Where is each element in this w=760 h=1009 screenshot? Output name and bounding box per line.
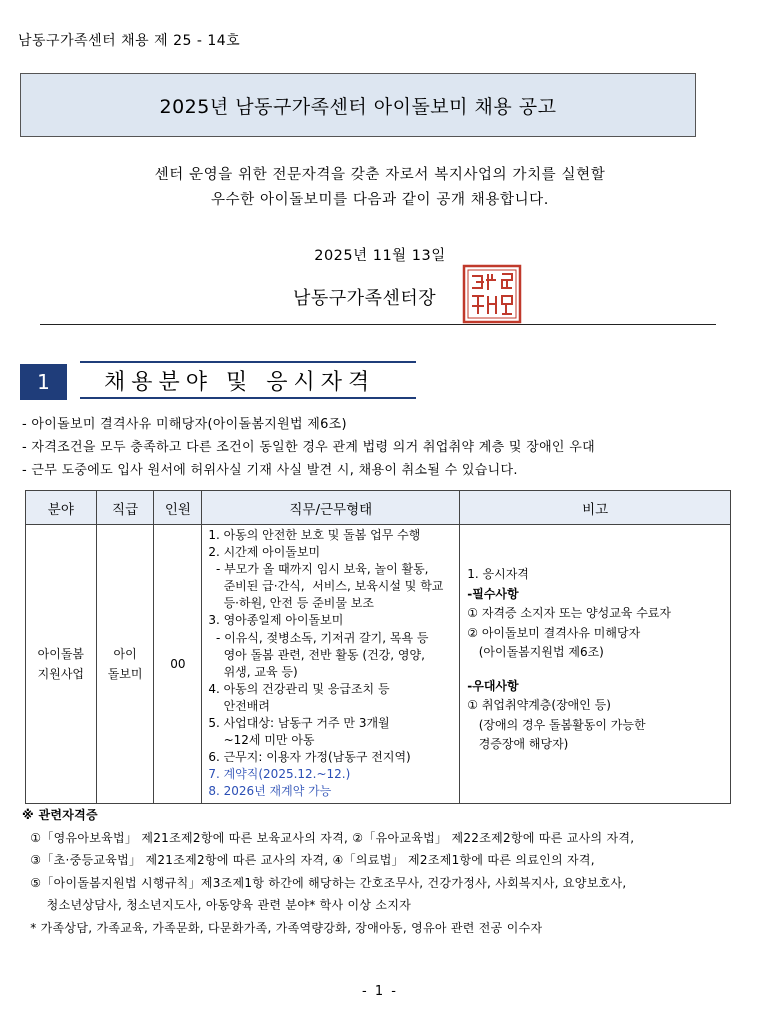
page-number: - 1 -	[362, 984, 398, 999]
signer-name: 남동구가족센터장	[293, 288, 437, 309]
cell-remarks	[460, 525, 731, 804]
duty-line-highlight: 7. 계약직(2025.12.~12.)	[208, 767, 351, 782]
header-field: 분야	[26, 491, 97, 525]
page-title: 2025년 남동구가족센터 아이돌보미 채용 공고	[159, 95, 557, 118]
duty-line: 6. 근무지: 이용자 가정(남동구 전지역)	[208, 750, 411, 765]
cell-rank: 아이 돌보미	[96, 525, 154, 804]
remarks-required-title: -필수사항	[467, 586, 519, 601]
header-remarks: 비고	[460, 491, 731, 525]
header-count: 인원	[154, 491, 202, 525]
header-duties: 직무/근무형태	[202, 491, 460, 525]
section-number-badge: 1	[20, 364, 67, 400]
duty-line: 등·하원, 안전 등 준비물 보조	[208, 596, 374, 611]
cell-count: 00	[154, 525, 202, 804]
notes-line: ①「영유아보육법」 제21조제2항에 따른 보육교사의 자격, ②「유아교육법」 제22조제2항에 따른 교사의 자격,	[22, 830, 635, 845]
official-seal	[462, 264, 522, 324]
notes-title: ※ 관련자격증	[22, 808, 98, 822]
duty-line: 4. 아동의 건강관리 및 응급조치 등	[208, 681, 390, 696]
intro-line-2: 우수한 아이돌보미를 다음과 같이 공개 채용합니다.	[211, 192, 549, 208]
bullet-item: - 아이돌보미 결격사유 미해당자(아이돌봄지원법 제6조)	[22, 417, 347, 432]
remarks-preferred-title: -우대사항	[467, 678, 519, 693]
remarks-required-item: ① 자격증 소지자 또는 양성교육 수료자	[467, 606, 671, 620]
remarks-required-item: (아이돌봄지원법 제6조)	[467, 645, 604, 659]
notes-line: * 가족상담, 가족교육, 가족문화, 다문화가족, 가족역량강화, 장애아동, 영유아 관련 전공 이수자	[22, 920, 543, 935]
duty-line: 1. 아동의 안전한 보호 및 돌봄 업무 수행	[208, 528, 421, 542]
remarks-preferred-item: (장애의 경우 돌봄활동이 가능한	[467, 717, 646, 732]
duty-line: - 부모가 올 때까지 임시 보육, 놀이 활동,	[208, 562, 429, 577]
related-certificates-notes	[22, 804, 634, 939]
remarks-qualification-title: 1. 응시자격	[467, 567, 529, 581]
page-title-box	[20, 73, 696, 137]
duty-line: 안전배려	[208, 698, 270, 713]
duty-line: ~12세 미만 아동	[208, 733, 315, 748]
duty-line: - 이유식, 젖병소독, 기저귀 갈기, 목욕 등	[208, 630, 429, 645]
duty-line-highlight: 8. 2026년 재계약 가능	[208, 784, 332, 799]
recruitment-table	[25, 490, 731, 804]
remarks-required-item: ② 아이돌보미 결격사유 미해당자	[467, 625, 641, 640]
duty-line: 영아 돌봄 관련, 전반 활동 (건강, 영양,	[208, 647, 425, 662]
notes-line: ③「초·중등교육법」 제21조제2항에 따른 교사의 자격, ④「의료법」 제2조제1항에 따른 의료인의 자격,	[22, 853, 595, 867]
remarks-preferred-item: ① 취업취약계층(장애인 등)	[467, 698, 611, 712]
eligibility-bullets	[22, 413, 595, 482]
duty-line: 2. 시간제 아이돌보미	[208, 545, 321, 560]
table-row	[26, 525, 731, 804]
notes-line: 청소년상담사, 청소년지도사, 아동양육 관련 분야* 학사 이상 소지자	[22, 898, 412, 912]
section-title-text: 채용분야 및 응시자격	[104, 369, 376, 395]
duty-line: 3. 영아종일제 아이돌보미	[208, 613, 344, 628]
remarks-preferred-item: 경증장애 해당자)	[467, 737, 569, 751]
cell-duties	[202, 525, 460, 804]
section-title	[80, 361, 416, 399]
duty-line: 5. 사업대상: 남동구 거주 만 3개월	[208, 716, 390, 731]
duty-line: 위생, 교육 등)	[208, 664, 298, 679]
header-divider	[40, 324, 716, 325]
header-rank: 직급	[96, 491, 154, 525]
table-header-row	[26, 491, 731, 525]
notes-line: ⑤「아이돌봄지원법 시행규칙」제3조제1항 하간에 해당하는 간호조무사, 건강가정사, 사회복지사, 요양보호사,	[22, 875, 627, 890]
intro-line-1: 센터 운영을 위한 전문자격을 갖춘 자로서 복지사업의 가치를 실현할	[154, 167, 606, 183]
duty-line: 준비된 급·간식, 서비스, 보육시설 및 학교	[208, 579, 444, 594]
bullet-item: - 자격조건을 모두 충족하고 다른 조건이 동일한 경우 관계 법령 의거 취업취약 계층 및 장애인 우대	[22, 440, 595, 455]
bullet-item: - 근무 도중에도 입사 원서에 허위사실 기재 사실 발견 시, 채용이 취소될 수 있습니다.	[22, 463, 518, 478]
document-number: 남동구가족센터 채용 제 25 - 14호	[18, 33, 241, 49]
cell-field: 아이돌봄 지원사업	[26, 525, 97, 804]
announcement-date: 2025년 11월 13일	[314, 248, 446, 264]
